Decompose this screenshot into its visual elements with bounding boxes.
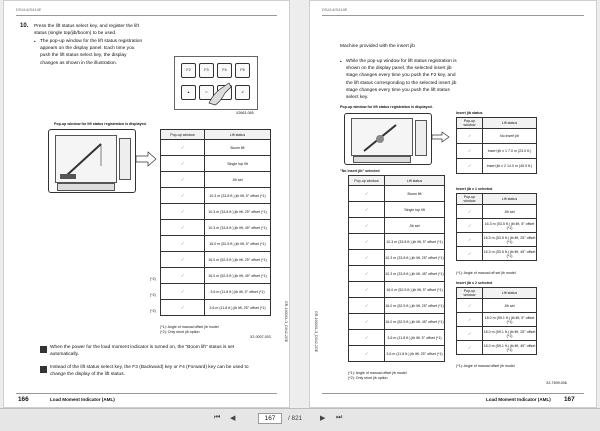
table-row: 18.0 m (59.1 ft.) jib lift, 25° offset (*1) (483, 327, 537, 341)
table-row: 16.0 m (52.5 ft.) jib lift, 45° offset (*1) (385, 314, 445, 330)
table-row: 16.0 m (52.5 ft.) jib lift, 5° offset (*1) (385, 282, 445, 298)
pressing-hand-icon (205, 77, 235, 107)
popup-thumb: ⟋ (349, 250, 385, 266)
figure-code: X2663-065 (236, 111, 254, 115)
last-page-icon[interactable]: ⏭ (336, 414, 343, 421)
table-row: Jib set (483, 205, 537, 219)
footnote: (*1): Angle of manual offset jib model (348, 371, 407, 375)
table-row: 10.3 m (33.8 ft.) jib lift, 5° offset (*1) (385, 234, 445, 250)
popup-thumb: ⟋ (161, 204, 205, 220)
table-row: 10.3 m (33.8 ft.) jib lift, 25° offset (*1) (385, 250, 445, 266)
viewer-toolbar (0, 408, 600, 431)
table-row: Single top lift (385, 202, 445, 218)
insert2-footnote: (*1): Angle of manual offset jib model (456, 364, 515, 368)
popup-thumb: ⟋ (349, 314, 385, 330)
next-page-icon[interactable]: ▶ (320, 415, 326, 422)
intro-text: Machine provided with the insert jib (340, 44, 415, 49)
col-header-status: Lift status (205, 130, 271, 140)
page-number-input[interactable]: 167 (258, 413, 282, 424)
table-row: Insert jib x 2 14.0 m (45.9 ft.) (483, 159, 537, 174)
popup-thumb: ⟋ (457, 247, 483, 261)
bullet-text: While the pop-up window for lift status registration is shown on the display panel, the selected insert jib stage changes every time you push the F2 key, and the lift status corresponding to the selected insert jib stage changes every time you push the lift status select key. (346, 59, 457, 101)
key-panel-illustration (174, 56, 258, 110)
popup-thumb: ⟋ (457, 205, 483, 219)
first-page-icon[interactable]: ⏮ (214, 414, 221, 421)
col-header-popup: Pop-up window (161, 130, 205, 140)
key-f5: F5 (235, 63, 250, 78)
function-key-row (57, 183, 115, 191)
note-icon (40, 366, 47, 373)
right-page (309, 0, 597, 408)
table-row: Jib set (385, 218, 445, 234)
table-row: 10.3 m (33.8 ft.) jib lift, 5° offset (*1) (205, 188, 271, 204)
page-header: DS414/S414E (322, 7, 348, 12)
popup-thumb: ⟋ (349, 346, 385, 362)
col-header-popup: Pop-up window (457, 194, 483, 205)
col-header-popup: Pop-up window (457, 118, 483, 129)
row-mark: (*2) (150, 293, 156, 297)
col-header-status: Lift status (483, 288, 537, 299)
col-header-popup: Pop-up window (457, 288, 483, 299)
popup-thumb: ⟋ (161, 268, 205, 284)
lift-status-table (348, 175, 445, 362)
popup-thumb: ⟋ (349, 218, 385, 234)
table-row: 3.6 m (11.8 ft.) jib lift, 5° offset (*1) (385, 330, 445, 346)
prev-page-icon[interactable]: ◀ (230, 415, 236, 422)
table-row: Boom lift (205, 140, 271, 156)
table-row: 16.3 m (53.5 ft.) jib lift, 45° offset (*1) (483, 247, 537, 261)
popup-thumb: ⟋ (457, 327, 483, 341)
insert1-footnote: (*1): Angle of manual off set jib model (456, 271, 516, 275)
figure-code: X2-0007-003 (250, 335, 271, 339)
col-header-status: Lift status (385, 176, 445, 186)
step-number: 10. (20, 23, 29, 29)
row-mark: (*2) (150, 277, 156, 281)
table-row: Jib set (205, 172, 271, 188)
crane-graphic-icon (56, 136, 116, 182)
footer-title: Load Moment Indicator (AML) (50, 397, 115, 402)
page-number: 166 (18, 396, 29, 403)
table-row: 16.3 m (53.5 ft.) jib lift, 25° offset (*1) (483, 233, 537, 247)
table-row: 16.0 m (52.5 ft.) jib lift, 25° offset (*1) (205, 252, 271, 268)
popup-thumb: ⟋ (457, 233, 483, 247)
insert-status-table (456, 117, 537, 174)
key-crane-icon: ▴ (181, 85, 196, 100)
popup-thumb: ⟋ (457, 144, 483, 159)
row-mark: (*2) (150, 309, 156, 313)
popup-thumb: ⟋ (161, 172, 205, 188)
display-panel-illustration (344, 113, 432, 165)
display-screen (351, 118, 413, 156)
table-row: 16.0 m (52.5 ft.) jib lift, 5° offset (*1) (205, 236, 271, 252)
popup-thumb: ⟋ (349, 330, 385, 346)
left-page (3, 0, 290, 408)
note-text-1: When the power for the load moment indicator is turned on, the "Boom lift" status is set automatically. (50, 345, 235, 358)
popup-thumb: ⟋ (161, 220, 205, 236)
header-divider (322, 15, 584, 16)
footer-divider (322, 393, 584, 394)
table-row: 16.3 m (53.5 ft.) jib lift, 5° offset (*1) (483, 219, 537, 233)
table-row: Boom lift (385, 186, 445, 202)
step-text: Press the lift status select key, and register the lift status (single top/jib/boom) to be used. (34, 24, 139, 37)
footnote: (*2): Only short jib option (348, 376, 388, 380)
popup-thumb: ⟋ (161, 156, 205, 172)
insert1-title: Insert jib x 1 selected (456, 187, 493, 191)
popup-caption: Pop-up window for lift status registration is displayed. (54, 122, 147, 126)
page-header: DS414/S414E (16, 7, 42, 12)
popup-thumb: ⟋ (349, 298, 385, 314)
table-row: 3.6 m (11.8 ft.) jib lift, 25° offset (*1) (385, 346, 445, 362)
insert2-title: Insert jib x 2 selected (456, 281, 493, 285)
display-screen (55, 135, 117, 183)
insert-status-title: Insert jib status (456, 111, 483, 115)
key-f3: F3 (199, 63, 214, 78)
insert1-table (456, 193, 537, 261)
side-caption: GR-1000XL-3_D042-2GE (284, 301, 288, 343)
footer-title: Load Moment Indicator (AML) (486, 397, 551, 402)
popup-thumb: ⟋ (349, 202, 385, 218)
arrow-right-icon (136, 151, 158, 167)
no-insert-caption: "No insert jib" selected (340, 169, 380, 173)
popup-thumb: ⟋ (457, 159, 483, 174)
total-pages: / 821 (288, 415, 303, 422)
function-key-row (353, 156, 411, 163)
popup-thumb: ⟋ (349, 266, 385, 282)
table-row: 18.0 m (59.1 ft.) jib lift, 45° offset (*1) (483, 341, 537, 355)
footnote: (*1): Angle of manual offset jib model (160, 325, 219, 329)
popup-thumb: ⟋ (349, 234, 385, 250)
key-arrow-icon: ↲ (235, 85, 250, 100)
popup-thumb: ⟋ (161, 284, 205, 300)
note-icon (40, 346, 47, 353)
table-row: Jib set (483, 299, 537, 313)
popup-thumb: ⟋ (457, 341, 483, 355)
bullet-text: The pop-up window for the lift status registration appears on the display panel. Each time you push the lift status select key, the display changes as shown in the illustration. (40, 39, 143, 66)
col-header-status: Lift status (483, 194, 537, 205)
popup-thumb: ⟋ (457, 299, 483, 313)
col-header-status: Lift status (483, 118, 537, 129)
table-row: 3.6 m (11.8 ft.) jib lift, 5° offset (*1) (205, 284, 271, 300)
key-f4: F4 (217, 63, 232, 78)
arrow-right-icon (432, 131, 450, 143)
table-row: 10.3 m (33.8 ft.) jib lift, 25° offset (*1) (205, 204, 271, 220)
popup-thumb: ⟋ (161, 236, 205, 252)
footnote: (*2): Only short jib option (160, 330, 200, 334)
bullet-icon: • (34, 39, 36, 44)
table-row: 16.0 m (52.5 ft.) jib lift, 25° offset (*1) (385, 298, 445, 314)
table-row: Insert jib x 1 7.0 m (23.0 ft.) (483, 144, 537, 159)
side-button-column (415, 120, 427, 156)
display-panel-illustration (48, 129, 136, 193)
table-row: 10.3 m (33.8 ft.) jib lift, 45° offset (*1) (385, 266, 445, 282)
table-row: 18.0 m (59.1 ft.) jib lift, 5° offset (*1) (483, 313, 537, 327)
bullet-icon: • (340, 59, 342, 64)
table-row: 3.6 m (11.8 ft.) jib lift, 25° offset (*1) (205, 300, 271, 316)
popup-thumb: ⟋ (161, 252, 205, 268)
table-row: 16.0 m (52.5 ft.) jib lift, 45° offset (*1) (205, 268, 271, 284)
table-row: Single top lift (205, 156, 271, 172)
note-text-2: Instead of the lift status select key, the F3 (Backward) key or F4 (Forward) key can be used to change the display of the lift status. (50, 365, 249, 378)
figure-code: X2-7699-006 (546, 381, 567, 385)
popup-thumb: ⟋ (161, 300, 205, 316)
popup-thumb: ⟋ (457, 313, 483, 327)
table-row: 10.3 m (33.8 ft.) jib lift, 45° offset (*1) (205, 220, 271, 236)
crane-graphic-icon (352, 119, 412, 155)
side-caption: GR-1000XL-3_D042-2GE (314, 311, 318, 353)
popup-thumb: ⟋ (349, 186, 385, 202)
col-header-popup: Pop-up window (349, 176, 385, 186)
lift-status-table (160, 129, 271, 316)
popup-caption: Pop-up window for lift status registration is displayed. (340, 105, 433, 109)
page-number: 167 (564, 396, 575, 403)
footer-divider (16, 393, 277, 394)
popup-thumb: ⟋ (161, 188, 205, 204)
table-row: No insert jib (483, 129, 537, 144)
popup-thumb: ⟋ (457, 219, 483, 233)
popup-thumb: ⟋ (161, 140, 205, 156)
header-divider (16, 15, 277, 16)
key-f2: F2 (181, 63, 196, 78)
key-lift-icon: ⌂ (199, 85, 214, 100)
insert2-table (456, 287, 537, 355)
side-button-column (119, 138, 131, 180)
popup-thumb: ⟋ (349, 282, 385, 298)
popup-thumb: ⟋ (457, 129, 483, 144)
